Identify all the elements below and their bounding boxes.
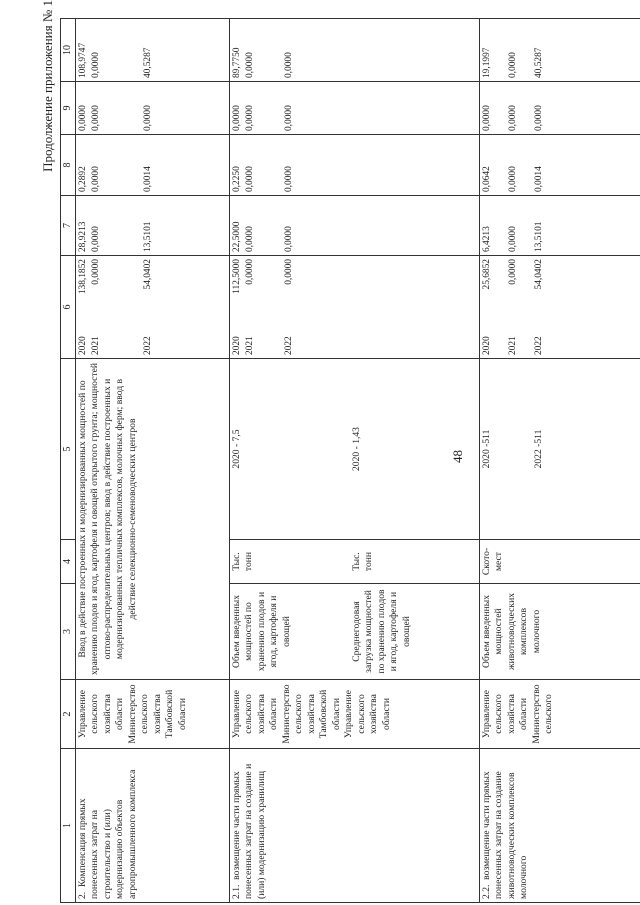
col-header: 4 bbox=[61, 540, 76, 584]
program-table bbox=[60, 18, 640, 903]
value: 0,0000 bbox=[508, 226, 518, 252]
values-cell bbox=[76, 19, 230, 82]
target-value: 2022 -511 bbox=[533, 429, 544, 469]
executor: Министерство сельского bbox=[530, 684, 555, 744]
value: 0,0000 bbox=[245, 259, 255, 285]
values-cell bbox=[76, 196, 230, 256]
value: 54,0402 bbox=[143, 259, 153, 290]
table-row bbox=[230, 19, 480, 903]
value: 0,0000 bbox=[508, 105, 518, 131]
value: 22,5000 bbox=[232, 221, 242, 252]
col-header: 5 bbox=[61, 359, 76, 540]
row-number: 2.2. bbox=[481, 884, 492, 899]
year: 2020 bbox=[232, 336, 242, 355]
row-number: 2. bbox=[77, 891, 88, 899]
unit: Тыс. тонн bbox=[231, 551, 255, 572]
values-cell bbox=[480, 82, 640, 135]
executor-cell bbox=[76, 680, 230, 749]
indicator-cell bbox=[230, 584, 480, 680]
value: 0,0000 bbox=[91, 259, 101, 285]
target-cell bbox=[230, 359, 480, 540]
executor-cell bbox=[480, 680, 640, 749]
col-header: 2 bbox=[61, 680, 76, 749]
year: 2022 bbox=[284, 336, 294, 355]
value: 112,5000 bbox=[232, 259, 242, 294]
value: 0,0000 bbox=[508, 259, 518, 285]
measure-cell bbox=[480, 749, 640, 903]
executor: Управление сельского хозяйства области bbox=[231, 689, 280, 739]
value: 0,0000 bbox=[284, 105, 294, 131]
value: 0,0000 bbox=[245, 226, 255, 252]
years-values-cell bbox=[76, 256, 230, 359]
value: 40,5287 bbox=[534, 47, 544, 78]
value: 0,2250 bbox=[232, 166, 242, 192]
executor: Управление сельского хозяйства области bbox=[77, 689, 126, 739]
year: 2021 bbox=[245, 336, 255, 355]
value: 54,0402 bbox=[534, 259, 544, 290]
col-header: 8 bbox=[61, 135, 76, 196]
unit-cell bbox=[230, 540, 480, 584]
executor: Управление сельского хозяйства области bbox=[481, 689, 530, 739]
value: 28,9213 bbox=[78, 221, 88, 252]
value: 0,0642 bbox=[482, 166, 492, 192]
page-number: 48 bbox=[450, 450, 465, 463]
value: 0,0000 bbox=[245, 166, 255, 192]
column-number-row bbox=[61, 19, 76, 903]
indicator: Объем введенных мощностей по хранению плодов и ягод, картофеля и овощей bbox=[231, 591, 292, 672]
years-values-cell bbox=[230, 256, 480, 359]
value: 0,0000 bbox=[91, 52, 101, 78]
value: 0,0000 bbox=[245, 105, 255, 131]
target-cell bbox=[480, 359, 640, 540]
value: 0,0000 bbox=[245, 52, 255, 78]
value: 89,7750 bbox=[232, 47, 242, 78]
col-header: 9 bbox=[61, 82, 76, 135]
target-text: Ввод в действие построенных и модернизированных мощностей по хранению плодов и ягод, картофеля и овощей открытого грунта; мощностей оптово-распределительных центров; ввод в действие построенных и модернизированных тепличных комплексов, молочных ферм; ввод в действие селекционно-семеноводческих центров bbox=[77, 362, 138, 676]
measure-name: возмещение части прямых понесенных затрат на создание и (или) модернизацию хранилищ bbox=[231, 763, 267, 899]
value: 0,0000 bbox=[284, 259, 294, 285]
unit-cell bbox=[480, 540, 640, 584]
indicator: Среднегодовая загрузка мощностей по хранению плодов и ягод, картофеля и овощей bbox=[351, 589, 412, 674]
executor: Министерство сельского хозяйства Тамбовской области bbox=[280, 684, 342, 744]
value: 0,0000 bbox=[284, 166, 294, 192]
value: 0,0000 bbox=[91, 226, 101, 252]
value: 0,2892 bbox=[78, 166, 88, 192]
values-cell bbox=[230, 135, 480, 196]
value: 108,9747 bbox=[78, 42, 88, 78]
indicator: Объем введенных мощностей животноводческих комплексов молочного bbox=[481, 592, 542, 671]
year: 2021 bbox=[91, 336, 101, 355]
target-value: 2020 - 7,5 bbox=[231, 429, 242, 469]
executor-cell bbox=[230, 680, 480, 749]
year: 2020 bbox=[78, 336, 88, 355]
values-cell bbox=[480, 19, 640, 82]
year: 2022 bbox=[143, 336, 153, 355]
value: 0,0000 bbox=[508, 52, 518, 78]
value: 0,0000 bbox=[232, 105, 242, 131]
value: 0,0000 bbox=[508, 166, 518, 192]
target-cell bbox=[76, 359, 230, 680]
value: 0,0000 bbox=[482, 105, 492, 131]
value: 0,0000 bbox=[78, 105, 88, 131]
value: 25,6852 bbox=[482, 259, 492, 290]
col-header: 3 bbox=[61, 584, 76, 680]
measure-name: Компенсация прямых понесенных затрат на строительство и (или) модернизацию объектов агропромышленного комплекса bbox=[77, 769, 138, 899]
target-value: 2020 - 1,43 bbox=[351, 427, 362, 471]
indicator-cell bbox=[480, 584, 640, 680]
col-header: 10 bbox=[61, 19, 76, 82]
year: 2020 bbox=[482, 336, 492, 355]
values-cell bbox=[230, 196, 480, 256]
measure-cell bbox=[230, 749, 480, 903]
value: 0,0000 bbox=[534, 105, 544, 131]
years-values-cell bbox=[480, 256, 640, 359]
executor: Управление сельского хозяйства области bbox=[343, 689, 392, 739]
values-cell bbox=[480, 135, 640, 196]
col-header: 1 bbox=[61, 749, 76, 903]
unit: Ското-мест bbox=[481, 547, 505, 576]
values-cell bbox=[76, 82, 230, 135]
executor: Министерство сельского хозяйства Тамбовской области bbox=[126, 684, 188, 744]
table-row bbox=[76, 19, 230, 903]
value: 0,0000 bbox=[91, 105, 101, 131]
value: 0,0000 bbox=[143, 105, 153, 131]
value: 40,5287 bbox=[143, 47, 153, 78]
value: 13,5101 bbox=[143, 221, 153, 252]
values-cell bbox=[76, 135, 230, 196]
value: 13,5101 bbox=[534, 221, 544, 252]
value: 138,1852 bbox=[78, 259, 88, 295]
value: 0,0014 bbox=[534, 166, 544, 192]
year: 2022 bbox=[534, 336, 544, 355]
values-cell bbox=[230, 82, 480, 135]
measure-name: возмещение части прямых понесенных затрат на создание животноводческих комплексов молочного bbox=[481, 771, 530, 899]
value: 0,0014 bbox=[143, 166, 153, 192]
col-header: 7 bbox=[61, 196, 76, 256]
value: 19,1997 bbox=[482, 47, 492, 78]
values-cell bbox=[480, 196, 640, 256]
value: 0,0000 bbox=[284, 226, 294, 252]
measure-cell bbox=[76, 749, 230, 903]
continuation-label: Продолжение приложения № 1 bbox=[40, 0, 55, 172]
value: 0,0000 bbox=[284, 52, 294, 78]
table-row bbox=[480, 19, 640, 903]
target-value: 2020 -511 bbox=[481, 429, 492, 469]
unit: Тыс. тонн bbox=[351, 551, 375, 572]
value: 0,0000 bbox=[91, 166, 101, 192]
col-header: 6 bbox=[61, 256, 76, 359]
value: 6,4213 bbox=[482, 226, 492, 252]
year: 2021 bbox=[508, 336, 518, 355]
values-cell bbox=[230, 19, 480, 82]
row-number: 2.1. bbox=[231, 884, 242, 899]
